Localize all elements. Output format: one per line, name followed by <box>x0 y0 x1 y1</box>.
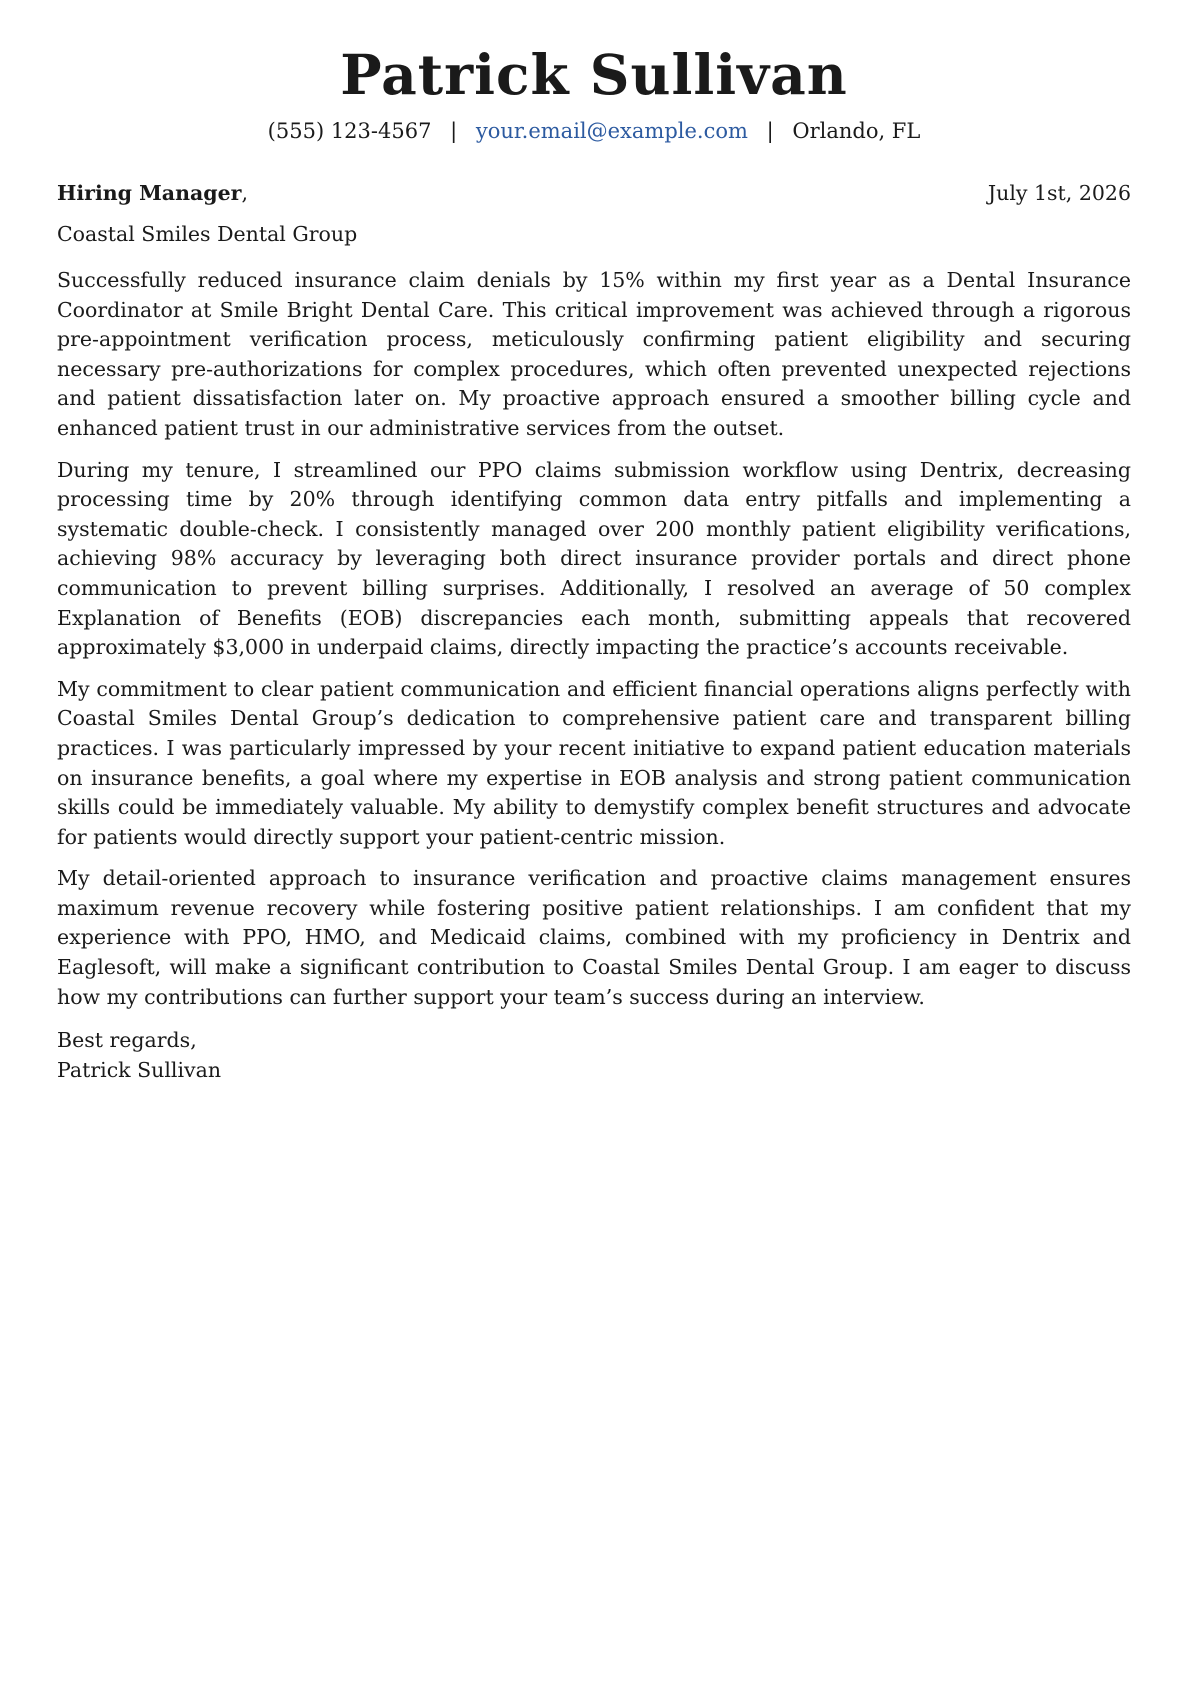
contact-line <box>57 116 1131 146</box>
cover-letter-page <box>57 40 1131 1085</box>
closing-signature: Patrick Sullivan <box>57 1058 222 1083</box>
body-paragraph: My detail-oriented approach to insurance verification and proactive claims management ensures maximum revenue recovery while fostering positive patient relationships. I am confident that my experience with PPO, HMO, and Medicaid claims, combined with my proficiency in Dentrix and Eaglesoft, will make a significant contribution to Coastal Smiles Dental Group. I am eager to discuss how my contributions can further support your team’s success during an interview. <box>57 866 1131 1009</box>
applicant-name: Patrick Sullivan <box>340 42 848 107</box>
recipient-date-row <box>57 178 1131 208</box>
separator: | <box>450 119 458 143</box>
letter-body <box>57 266 1131 1012</box>
recipient-line <box>57 178 248 208</box>
phone-number: (555) 123-4567 <box>267 119 432 143</box>
body-paragraph: My commitment to clear patient communication and efficient financial operations aligns perfectly with Coastal Smiles Dental Group’s dedication to comprehensive patient care and transparent billing practices. I was particularly impressed by your recent initiative to expand patient education materials on insurance benefits, a goal where my expertise in EOB analysis and strong patient communication skills could be immediately valuable. My ability to demystify complex benefit structures and advocate for patients would directly support your patient-centric mission. <box>57 676 1131 849</box>
letter-date: July 1st, 2026 <box>987 181 1131 205</box>
recipient-company: Coastal Smiles Dental Group <box>57 222 358 246</box>
body-paragraph: During my tenure, I streamlined our PPO claims submission workflow using Dentrix, decreasing processing time by 20% through identifying common data entry pitfalls and implementing a systematic double-check. I consistently managed over 200 monthly patient eligibility verifications, achieving 98% accuracy by leveraging both direct insurance provider portals and direct phone communication to prevent billing surprises. Additionally, I resolved an average of 50 complex Explanation of Benefits (EOB) discrepancies each month, submitting appeals that recovered approximately $3,000 in underpaid claims, directly impacting the practice’s accounts receivable. <box>57 457 1131 660</box>
email-link[interactable]: your.email@example.com <box>475 119 748 143</box>
separator: | <box>766 119 774 143</box>
recipient-name-suffix: , <box>241 181 248 205</box>
closing-salutation: Best regards, <box>57 1028 197 1053</box>
body-paragraph: Successfully reduced insurance claim denials by 15% within my first year as a Dental Insurance Coordinator at Smile Bright Dental Care. This critical improvement was achieved through a rigorous pre-appointment verification process, meticulously confirming patient eligibility and securing necessary pre-authorizations for complex procedures, which often prevented unexpected rejections and patient dissatisfaction later on. My proactive approach ensured a smoother billing cycle and enhanced patient trust in our administrative services from the outset. <box>57 268 1131 440</box>
letter-closing <box>57 1025 1131 1085</box>
location: Orlando, FL <box>792 119 921 143</box>
recipient-name: Hiring Manager <box>57 181 242 205</box>
